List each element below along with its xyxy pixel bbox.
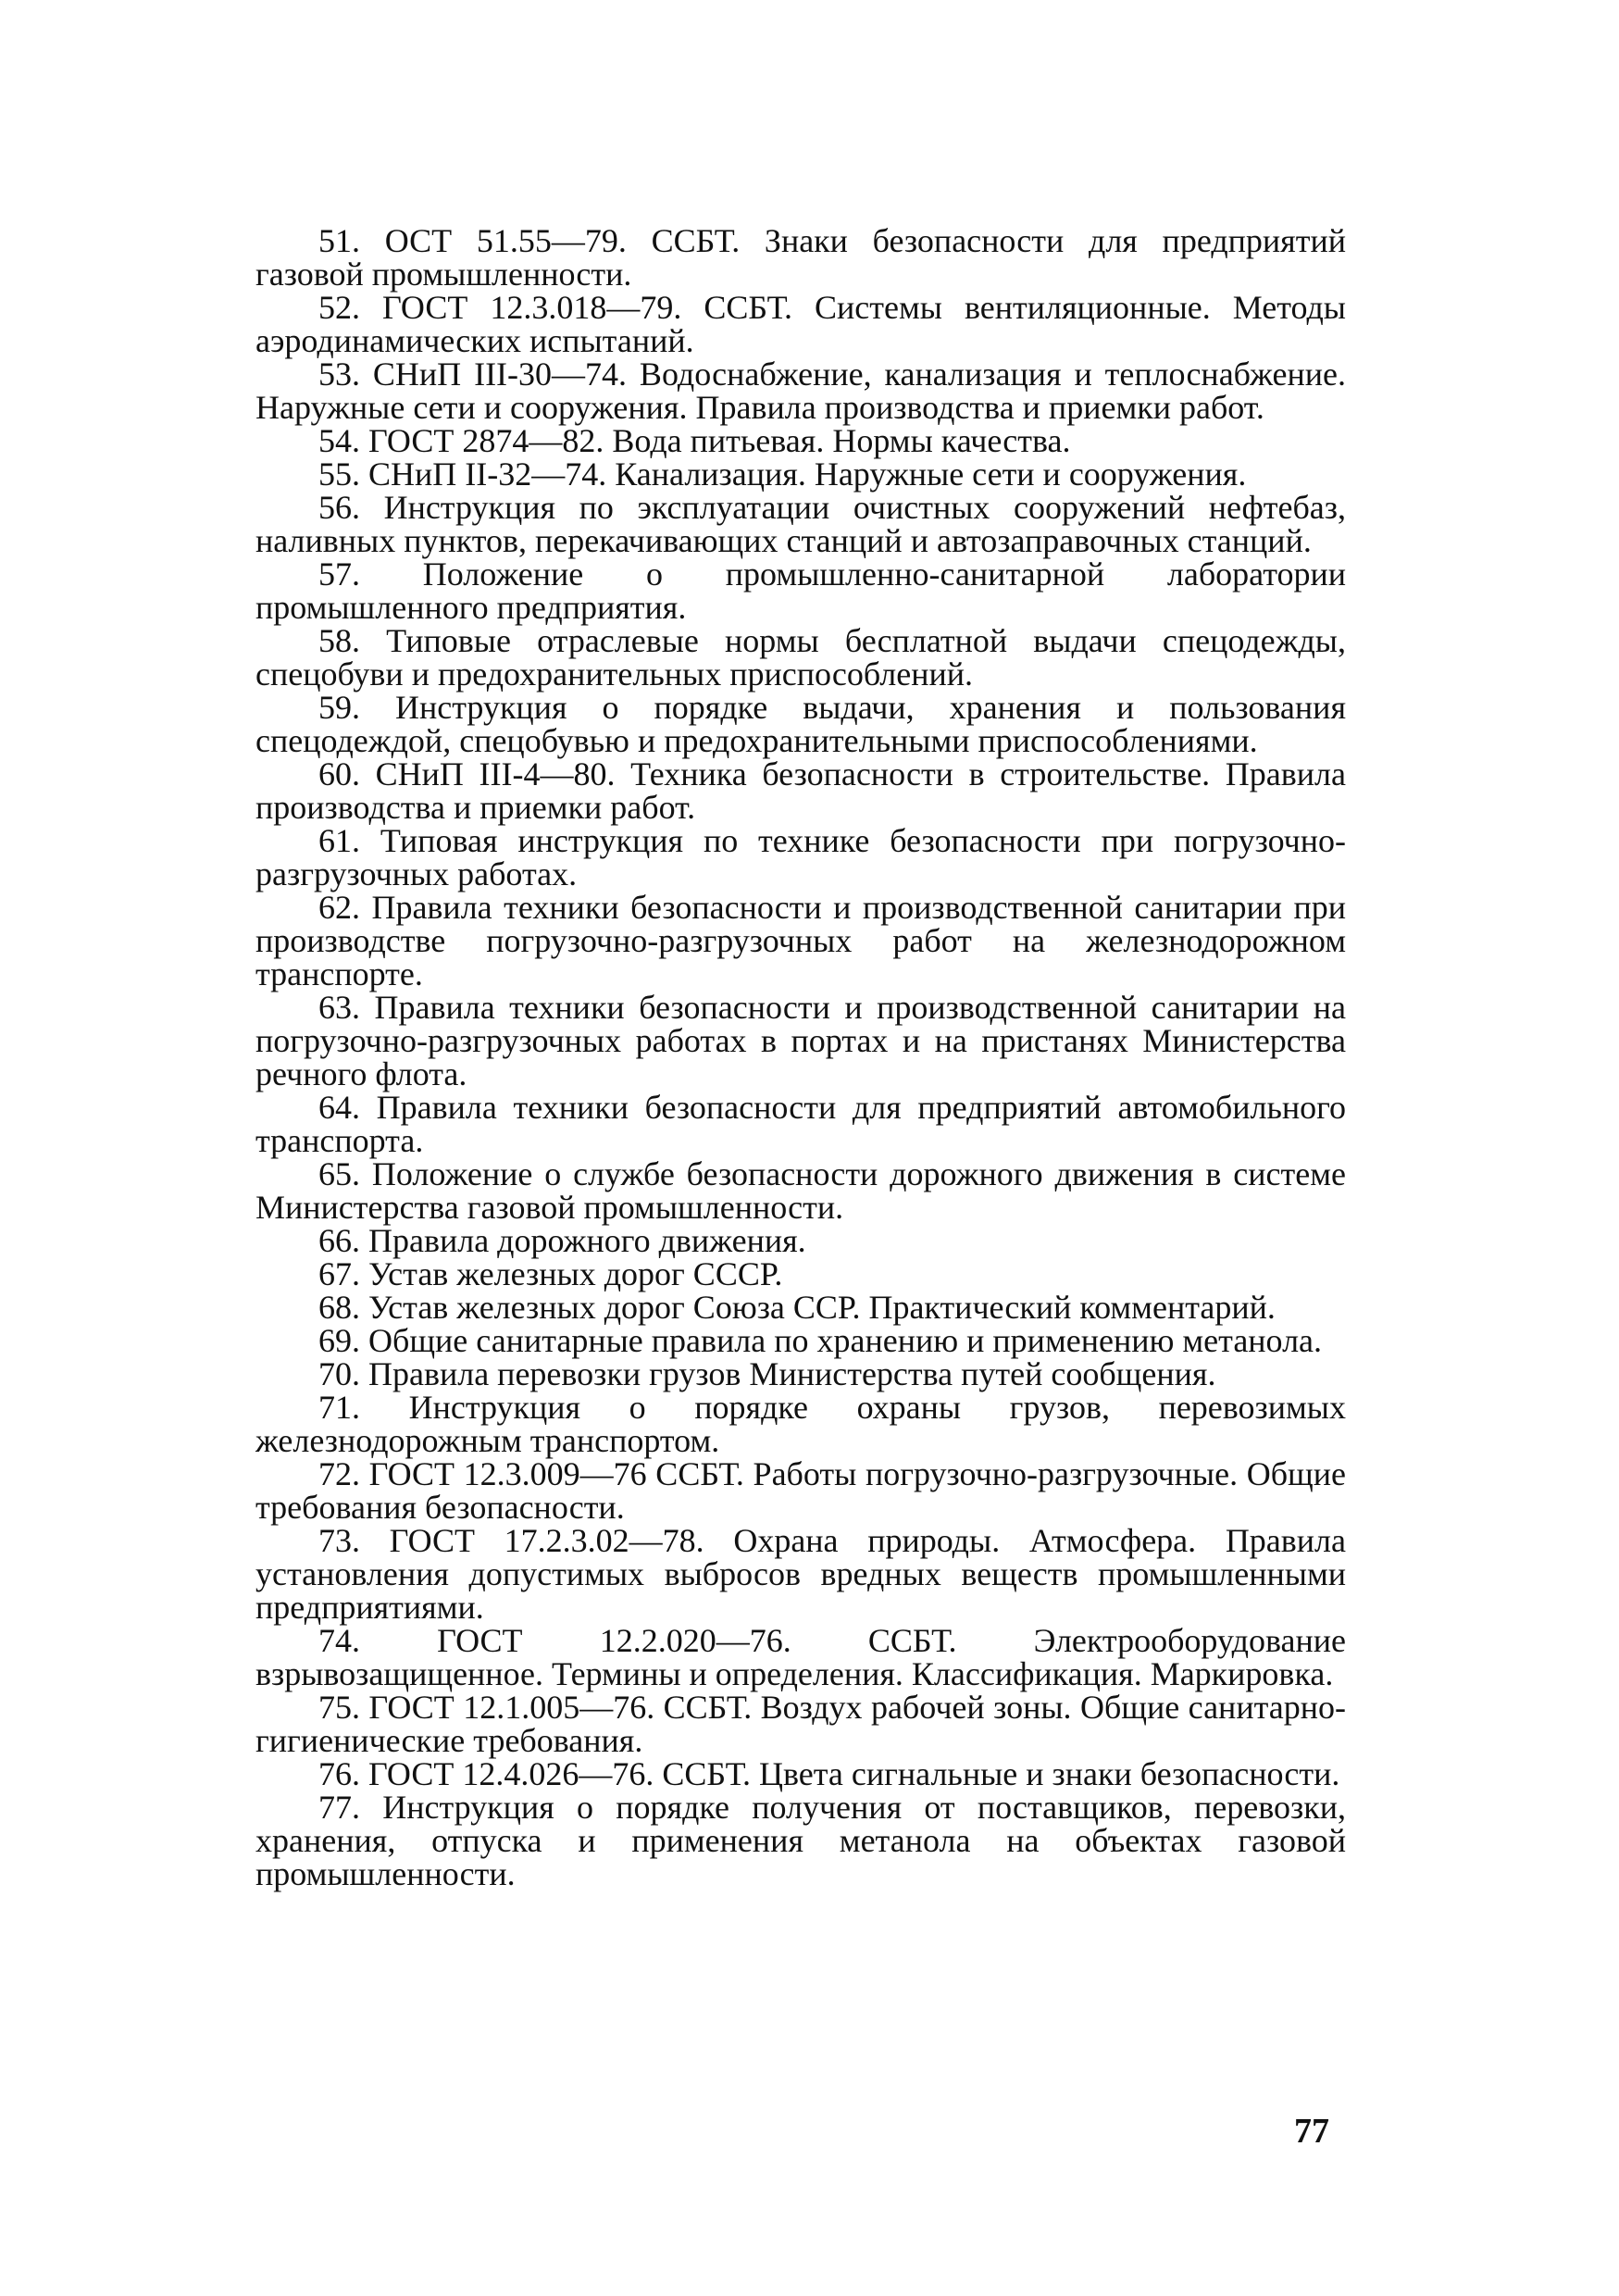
reference-list bbox=[255, 224, 1346, 1890]
reference-entry-75: 75. ГОСТ 12.1.005—76. ССБТ. Воздух рабочей зоны. Общие санитарно-гигиенические требования. bbox=[255, 1689, 1346, 1759]
reference-entry-62: 62. Правила техники безопасности и производственной санитарии при производстве погрузочно-разгрузочных работ на железнодорожном транспорте. bbox=[255, 889, 1346, 992]
reference-entry-52: 52. ГОСТ 12.3.018—79. ССБТ. Системы вентиляционные. Методы аэродинамических испытаний. bbox=[255, 289, 1346, 359]
reference-entry-66: 66. Правила дорожного движения. bbox=[318, 1222, 806, 1259]
reference-entry-53: 53. СНиП III-30—74. Водоснабжение, канализация и теплоснабжение. Наружные сети и сооружения. Правила производства и приемки работ. bbox=[255, 356, 1346, 426]
reference-entry-51: 51. ОСТ 51.55—79. ССБТ. Знаки безопасности для предприятий газовой промышленности. bbox=[255, 222, 1346, 293]
reference-entry-64: 64. Правила техники безопасности для предприятий автомобильного транспорта. bbox=[255, 1089, 1346, 1159]
reference-entry-61: 61. Типовая инструкция по технике безопасности при погрузочно-разгрузочных работах. bbox=[255, 822, 1346, 892]
reference-entry-77: 77. Инструкция о порядке получения от поставщиков, перевозки, хранения, отпуска и применения метанола на объектах газовой промышленности. bbox=[255, 1789, 1346, 1892]
reference-entry-63: 63. Правила техники безопасности и производственной санитарии на погрузочно-разгрузочных работах в портах и на пристанях Министерства речного флота. bbox=[255, 989, 1346, 1092]
reference-entry-76: 76. ГОСТ 12.4.026—76. ССБТ. Цвета сигнальные и знаки безопасности. bbox=[318, 1755, 1340, 1792]
reference-entry-74: 74. ГОСТ 12.2.020—76. ССБТ. Электрооборудование взрывозащищенное. Термины и определения. Классификация. Маркировка. bbox=[255, 1622, 1346, 1692]
reference-entry-65: 65. Положение о службе безопасности дорожного движения в системе Министерства газовой промышленности. bbox=[255, 1155, 1346, 1226]
reference-entry-54: 54. ГОСТ 2874—82. Вода питьевая. Нормы качества. bbox=[318, 422, 1071, 459]
reference-entry-57: 57. Положение о промышленно-санитарной лаборатории промышленного предприятия. bbox=[255, 555, 1346, 626]
reference-entry-58: 58. Типовые отраслевые нормы бесплатной выдачи спецодежды, спецобуви и предохранительных приспособлений. bbox=[255, 622, 1346, 693]
reference-entry-68: 68. Устав железных дорог Союза ССР. Практический комментарий. bbox=[318, 1289, 1276, 1326]
reference-entry-59: 59. Инструкция о порядке выдачи, хранения и пользования спецодеждой, спецобувью и предохранительными приспособлениями. bbox=[255, 689, 1346, 759]
reference-entry-71: 71. Инструкция о порядке охраны грузов, перевозимых железнодорожным транспортом. bbox=[255, 1389, 1346, 1459]
reference-entry-67: 67. Устав железных дорог СССР. bbox=[318, 1255, 783, 1292]
reference-entry-70: 70. Правила перевозки грузов Министерства путей сообщения. bbox=[318, 1355, 1216, 1392]
reference-entry-60: 60. СНиП III-4—80. Техника безопасности в строительстве. Правила производства и приемки работ. bbox=[255, 755, 1346, 826]
reference-entry-56: 56. Инструкция по эксплуатации очистных сооружений нефтебаз, наливных пунктов, перекачивающих станций и автозаправочных станций. bbox=[255, 489, 1346, 559]
reference-entry-55: 55. СНиП II-32—74. Канализация. Наружные сети и сооружения. bbox=[318, 455, 1247, 493]
reference-entry-72: 72. ГОСТ 12.3.009—76 ССБТ. Работы погрузочно-разгрузочные. Общие требования безопасности. bbox=[255, 1455, 1346, 1526]
page-number: 77 bbox=[1294, 2112, 1329, 2151]
reference-entry-69: 69. Общие санитарные правила по хранению и применению метанола. bbox=[318, 1322, 1323, 1359]
reference-entry-73: 73. ГОСТ 17.2.3.02—78. Охрана природы. Атмосфера. Правила установления допустимых выбросов вредных веществ промышленными предприятиями. bbox=[255, 1522, 1346, 1626]
